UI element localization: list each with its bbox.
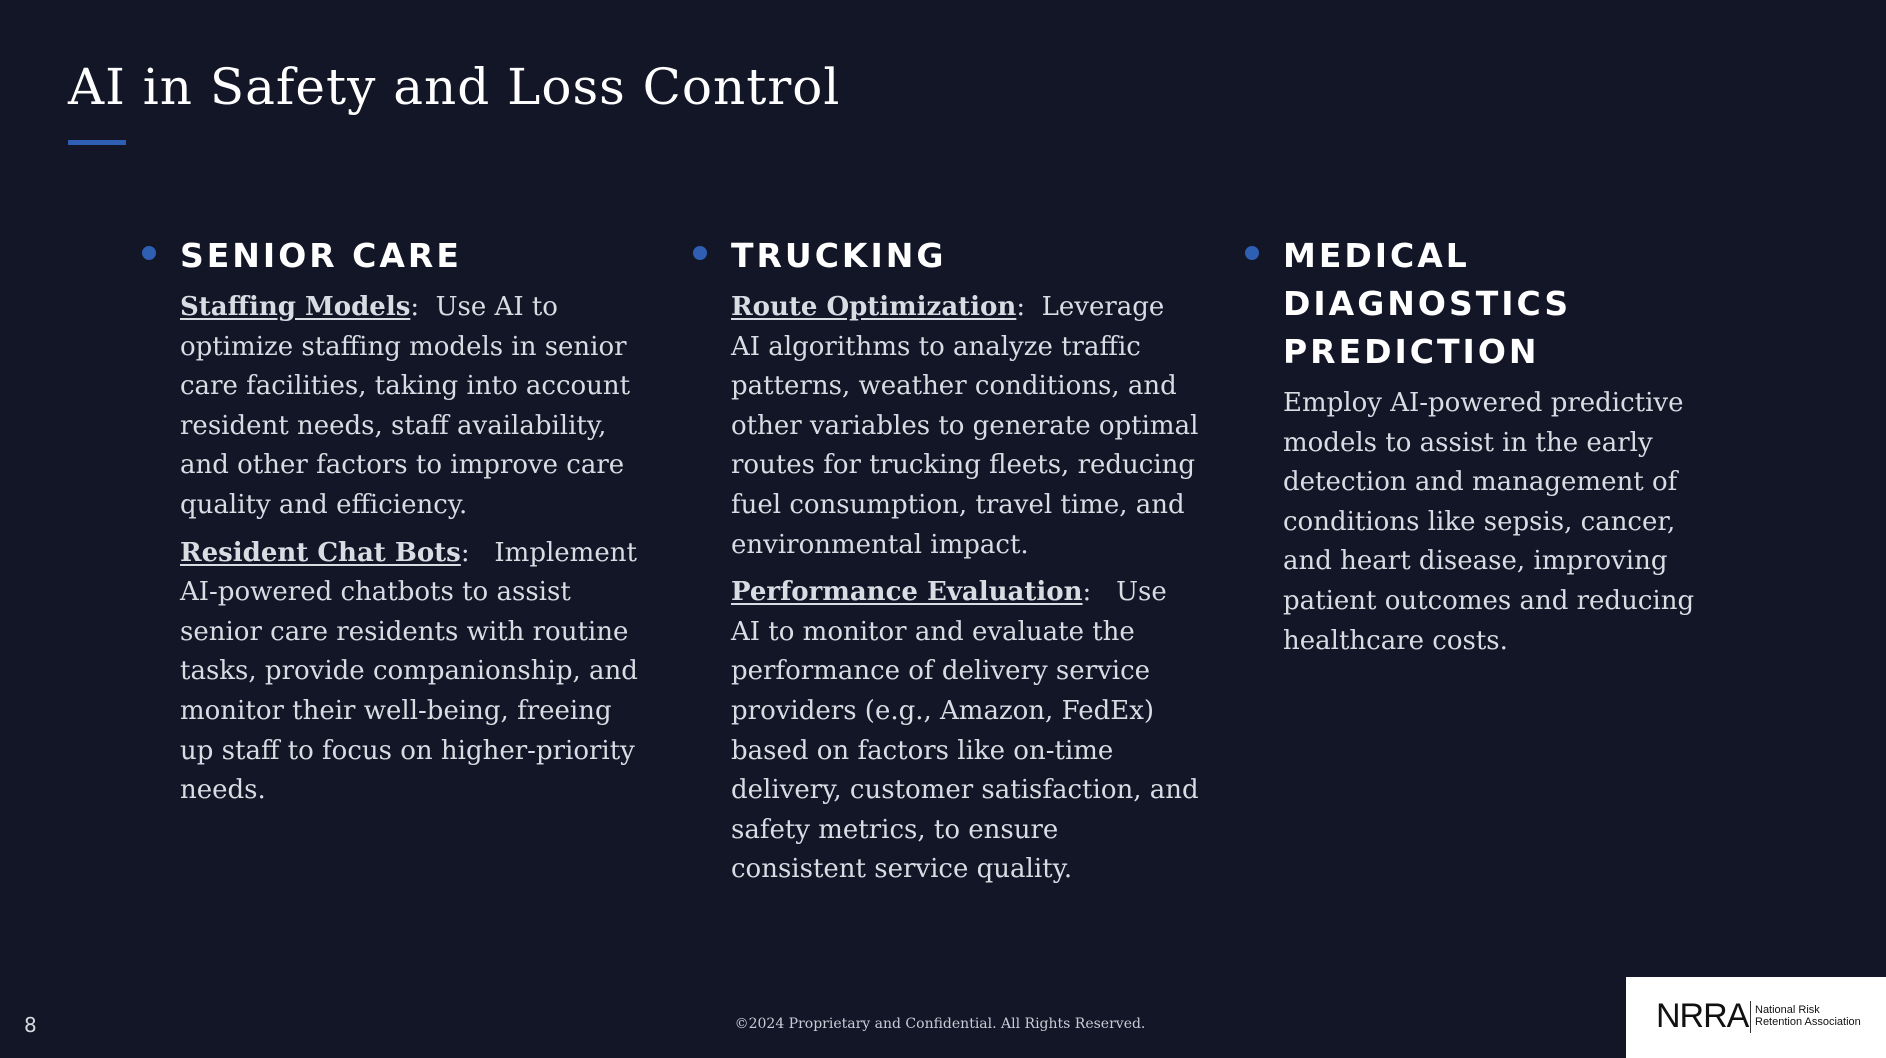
nrra-logo [1626, 977, 1886, 1058]
title-underline [68, 140, 126, 145]
paragraph-text: Use AI to optimize staffing models in senior care facilities, taking into account resident needs, staff availability, and other factors to improve care quality and efficiency. [180, 292, 631, 520]
column-trucking [731, 232, 1201, 898]
column-paragraph [731, 573, 1201, 890]
paragraph-text: Implement AI-powered chatbots to assist senior care residents with routine tasks, provide companionship, and monitor their well-being, freeing up staff to focus on higher-priority needs. [180, 537, 638, 806]
logo-divider [1750, 1001, 1751, 1033]
term-separator: : [460, 537, 495, 568]
logo-subtitle [1755, 1004, 1861, 1028]
column-paragraph [180, 534, 650, 811]
column-paragraph [731, 288, 1201, 565]
logo-mark: NRRA [1656, 997, 1749, 1035]
logo-subtitle-line: Retention Association [1755, 1016, 1861, 1028]
logo-subtitle-line: National Risk [1755, 1004, 1820, 1016]
paragraph-term: Performance Evaluation [731, 577, 1083, 608]
paragraph-term: Resident Chat Bots [180, 537, 461, 568]
paragraph-text: Employ AI-powered predictive models to assist in the early detection and management of conditions like sepsis, cancer, and heart disease, improving patient outcomes and reducing healthcare costs. [1283, 388, 1695, 656]
slide-title: AI in Safety and Loss Control [68, 58, 841, 116]
column-heading: SENIOR CARE [180, 236, 462, 275]
bullet-dot-icon [142, 246, 156, 260]
page-number: 8 [24, 1013, 37, 1037]
term-separator: : [1016, 292, 1042, 322]
paragraph-term: Route Optimization [731, 292, 1017, 322]
paragraph-text: Use AI to monitor and evaluate the performance of delivery service providers (e.g., Amazon, FedEx) based on factors like on-time delivery, customer satisfaction, and safety metrics, to ensure consistent service quality. [731, 577, 1199, 885]
column-paragraph [1283, 384, 1723, 661]
paragraph-text: Leverage AI algorithms to analyze traffic patterns, weather conditions, and other variables to generate optimal routes for trucking fleets, reducing fuel consumption, travel time, and environmental impact. [731, 292, 1199, 560]
bullet-dot-icon [693, 246, 707, 260]
term-separator: : [410, 292, 436, 322]
column-heading: MEDICAL DIAGNOSTICS PREDICTION [1283, 236, 1572, 371]
paragraph-term: Staffing Models [180, 292, 411, 322]
column-paragraph [180, 288, 650, 526]
term-separator: : [1082, 577, 1117, 608]
column-medical-diagnostics [1283, 232, 1723, 669]
column-senior-care [180, 232, 650, 819]
column-heading: TRUCKING [731, 236, 947, 275]
copyright-footer: ©2024 Proprietary and Confidential. All Rights Reserved. [734, 1016, 1146, 1032]
bullet-dot-icon [1245, 246, 1259, 260]
